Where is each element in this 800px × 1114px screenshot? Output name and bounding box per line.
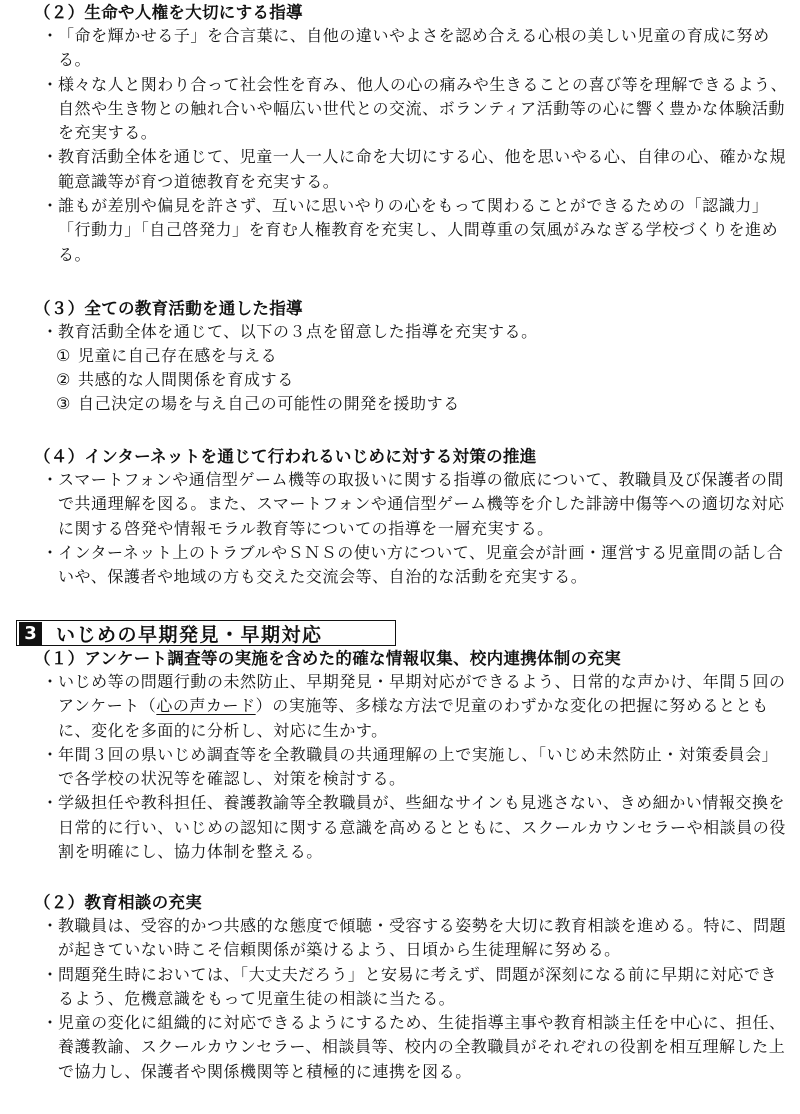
list-item: ・ 様々な人と関わり合って社会性を育み、他人の心の痛みや生きることの喜び等を理解できるよう、自然や生き物との触れ合いや幅広い世代との交流、ボランティア活動等の心に響く豊かな体験活動を充実する。	[42, 74, 788, 143]
bullet: ・	[42, 542, 59, 562]
chapter-title: いじめの早期発見・早期対応	[56, 623, 323, 646]
list-item: ・ 問題発生時においては、「大丈夫だろう」と安易に考えず、問題が深刻になる前に早期に対応できるよう、危機意識をもって児童生徒の相談に当たる。	[42, 964, 777, 1008]
section-heading: （４）インターネットを通じて行われるいじめに対する対策の推進	[34, 447, 537, 466]
section-heading: （３）全ての教育活動を通した指導	[34, 299, 303, 318]
list-item: ・ インターネット上のトラブルやＳＮＳの使い方について、児童会が計画・運営する児童間の話し合いや、保護者や地域の方も交えた交流会等、自治的な活動を充実する。	[42, 542, 784, 587]
chapter-heading	[16, 620, 396, 646]
bullet: ・	[42, 964, 59, 984]
bullet: ・	[42, 1013, 59, 1033]
bullet: ・	[42, 147, 59, 167]
section-life-human-rights	[0, 2, 800, 267]
numbered-point: ② 共感的な人間関係を育成する	[56, 370, 294, 390]
section-survey-info	[0, 648, 800, 864]
bullet: ・	[42, 470, 59, 489]
list-item: ・ 教育活動全体を通じて、以下の３点を留意した指導を充実する。	[0, 320, 800, 344]
list-item: ・ 年間３回の県いじめ調査等を全教職員の共通理解の上で実施し、「いじめ未然防止・対策委員会」で各学校の状況等を確認し、対策を検討する。	[42, 744, 779, 789]
chapter-number: 3	[19, 622, 42, 645]
numbered-point: ① 児童に自己存在感を与える	[56, 346, 278, 366]
bullet: ・	[42, 672, 59, 691]
bullet: ・	[42, 744, 59, 764]
list-item: ・ スマートフォンや通信型ゲーム機等の取扱いに関する指導の徹底について、教職員及び保護者の間で共通理解を図る。また、スマートフォンや通信型ゲーム機等を介した誹謗中傷等への適切な対応に関する啓発や情報モラル教育等についての指導を一層充実する。	[42, 470, 785, 538]
section-all-activities	[0, 298, 800, 416]
list-item: ・ 教育活動全体を通じて、児童一人一人に命を大切にする心、他を思いやる心、自律の心、確かな規範意識等が育つ道徳教育を充実する。	[42, 147, 786, 191]
numbered-point: ③ 自己決定の場を与え自己の可能性の開発を援助する	[56, 394, 460, 414]
bullet: ・	[42, 322, 59, 341]
list-item: ・ 「命を輝かせる子」を合言葉に、自他の違いやよさを認め合える心根の美しい児童の育成に努める。	[42, 26, 770, 70]
list-item: ・ いじめ等の問題行動の未然防止、早期発見・早期対応ができるよう、日常的な声かけ、年間５回のアンケート（心の声カード）の実施等、多様な方法で児童のわずかな変化の把握に努めるとともに、変化を多面的に分析し、対応に生かす。	[42, 672, 786, 740]
section-heading: （２）生命や人権を大切にする指導	[34, 3, 303, 22]
list-item: ・ 誰もが差別や偏見を許さず、互いに思いやりの心をもって関わることができるための「認識力」「行動力」「自己啓発力」を育む人権教育を充実し、人間尊重の気風がみなぎる学校づくりを進める。	[42, 196, 779, 264]
section-counseling	[0, 892, 800, 1084]
bullet: ・	[42, 793, 59, 813]
list-item: ・ 学級担任や教科担任、養護教諭等全教職員が、些細なサインも見逃さない、きめ細かい情報交換を日常的に行い、いじめの認知に関する意識を高めるとともに、スクールカウンセラーや相談員の役割を明確にし、協力体制を整える。	[42, 793, 786, 862]
section-internet-bullying	[0, 446, 800, 589]
underlined-term: 心の声カード	[156, 696, 256, 716]
section-heading: （２）教育相談の充実	[34, 893, 202, 912]
bullet: ・	[42, 196, 59, 216]
bullet: ・	[42, 916, 59, 935]
list-item: ・ 児童の変化に組織的に対応できるようにするため、生徒指導主事や教育相談主任を中心に、担任、養護教諭、スクールカウンセラー、相談員等、校内の全教職員がそれぞれの役割を相互理解した上で協力し、保護者や関係機関等と積極的に連携を図る。	[42, 1013, 786, 1081]
bullet: ・	[42, 74, 59, 94]
section-heading: （１）アンケート調査等の実施を含めた的確な情報収集、校内連携体制の充実	[34, 649, 622, 668]
bullet: ・	[42, 26, 59, 45]
list-item: ・ 教職員は、受容的かつ共感的な態度で傾聴・受容する姿勢を大切に教育相談を進める。特に、問題が起きていない時こそ信頼関係が築けるよう、日頃から生徒理解に努める。	[42, 916, 787, 960]
